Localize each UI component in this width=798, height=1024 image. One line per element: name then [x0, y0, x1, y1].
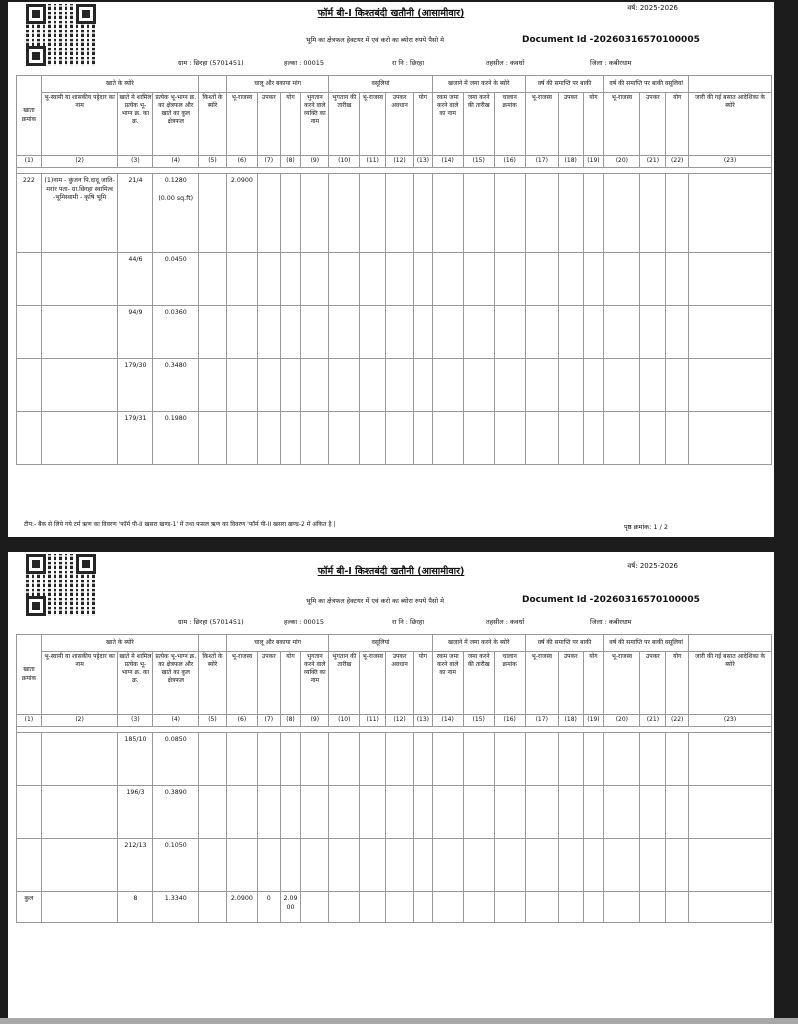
- col-number: (11): [360, 156, 386, 168]
- col-header: योग: [414, 652, 433, 715]
- khasra-cell: 196/3: [118, 786, 153, 839]
- tehsil-label: तहसील : कवर्धा: [486, 618, 525, 626]
- col-number: (20): [604, 715, 640, 727]
- col-header: भुगतान करने वाले व्यक्ति का नाम: [301, 652, 329, 715]
- table-row: [17, 786, 772, 839]
- col-number: (18): [558, 156, 583, 168]
- col-header: जमा करने की तारीख: [463, 93, 494, 156]
- col-header: योग: [280, 93, 301, 156]
- col-header: भू-राजस्व: [360, 93, 386, 156]
- col-header: भुगतान की तारीख: [329, 652, 360, 715]
- col-number: (4): [153, 715, 199, 727]
- col-header: भू-राजस्व: [525, 652, 558, 715]
- col-number: (19): [583, 156, 604, 168]
- khata-no-header: खाता क्रमांक: [17, 76, 42, 156]
- table-row: [17, 733, 772, 786]
- area-cell: 0.0450: [153, 253, 199, 306]
- khajane-header: खजाने में जमा करने के ब्योरे: [432, 76, 525, 93]
- col-header: किश्तों के ब्योरे: [199, 652, 227, 715]
- khasra-cell: 21/4: [118, 174, 153, 253]
- col-header: योग: [414, 93, 433, 156]
- khasra-cell: 185/10: [118, 733, 153, 786]
- area-note: भूमि का क्षेत्रफल हेक्टयर में एवं करो का ब्योरा रुपये पैसो मे: [306, 36, 444, 44]
- khasra-cell: 179/30: [118, 359, 153, 412]
- col-number: (13): [414, 156, 433, 168]
- khatauni-table: [16, 634, 772, 923]
- col-number: (15): [463, 715, 494, 727]
- col-header: उपकर: [558, 652, 583, 715]
- total-row: [17, 892, 772, 923]
- col-number: (3): [118, 715, 153, 727]
- tehsil-label: तहसील : कवर्धा: [486, 59, 525, 67]
- col-number: (1): [17, 156, 42, 168]
- col-header: योग: [666, 93, 689, 156]
- total-count: 8: [118, 892, 153, 923]
- footer-note: टीप:- बैंक से लिये गये टर्म ऋण का विवरण 'फॉर्म पी-II खसरा खण्ड-1' में तथा फसल ऋण का विवरण 'फॉर्म पी-II खसरा खण्ड-2 में अंकित है |: [24, 521, 336, 528]
- col-header: योग: [280, 652, 301, 715]
- khasra-cell: 212/13: [118, 839, 153, 892]
- chalu-bakaya-header: चालू और बकाया मांग: [226, 635, 328, 652]
- col-header: भू-राजस्व: [604, 93, 640, 156]
- col-header: भू-स्वामी या शासकीय पट्टेदार का नाम: [41, 93, 118, 156]
- col-number: (2): [41, 715, 118, 727]
- total-area: 1.3340: [153, 892, 199, 923]
- col-header: भू-राजस्व: [226, 93, 257, 156]
- total-sum: 2.09 00: [280, 892, 301, 923]
- document-page-1: [8, 2, 774, 537]
- total-land-revenue: 2.0900: [226, 892, 257, 923]
- halka-label: हल्का : 00015: [284, 618, 325, 626]
- table-row: [17, 253, 772, 306]
- col-number: (12): [386, 715, 414, 727]
- varsh-samapti-vasuliyan-header: वर्ष की समाप्ति पर बाकी वसूलियां: [604, 76, 689, 93]
- col-number: (21): [640, 156, 666, 168]
- col-header: रकम जमा करने वाले का नाम: [432, 652, 463, 715]
- col-number: (5): [199, 715, 227, 727]
- col-header: चालान क्रमांक: [494, 93, 525, 156]
- form-title: फॉर्म बी-I किश्तबंदी खतौनी (आसामीवार): [317, 8, 465, 19]
- col-number: (14): [432, 715, 463, 727]
- col-number: (7): [257, 715, 280, 727]
- col-number: (15): [463, 156, 494, 168]
- col-number: (7): [257, 156, 280, 168]
- col-number: (5): [199, 156, 227, 168]
- year-label: वर्ष: 2025-2026: [627, 562, 678, 570]
- col-header: चालान क्रमांक: [494, 652, 525, 715]
- area-sqft: (0.00 sq.ft): [158, 194, 194, 202]
- col-header: भू-राजस्व: [525, 93, 558, 156]
- area-cell: 0.0360: [153, 306, 199, 359]
- area-note: भूमि का क्षेत्रफल हेक्टयर में एवं करो का ब्योरा रुपये पैसो मे: [306, 597, 444, 605]
- table-row: [17, 412, 772, 465]
- vasuliyan-header: वसूलियां: [329, 76, 432, 93]
- village-label: ग्राम : छिरहा (5701451): [178, 59, 244, 67]
- khate-vivran-header: खाते के ब्योरे: [41, 76, 198, 93]
- khatauni-table: [16, 75, 772, 465]
- khata-no-header: खाता क्रमांक: [17, 635, 42, 715]
- col-header: योग: [666, 652, 689, 715]
- table-row: [17, 839, 772, 892]
- col-number: (22): [666, 156, 689, 168]
- year-label: वर्ष: 2025-2026: [627, 4, 678, 12]
- col-header: योग: [583, 652, 604, 715]
- district-label: जिला : कबीरधाम: [590, 618, 632, 626]
- khasra-cell: 44/6: [118, 253, 153, 306]
- col-header: जारी की गई बसात आदेशिका के ब्योरे: [689, 652, 772, 715]
- col-number: (22): [666, 715, 689, 727]
- col-number: (8): [280, 715, 301, 727]
- col-number: (3): [118, 156, 153, 168]
- col-number: (17): [525, 715, 558, 727]
- col-header: भू-राजस्व: [360, 652, 386, 715]
- khate-vivran-header: खाते के ब्योरे: [41, 635, 198, 652]
- col-header: उपकर: [558, 93, 583, 156]
- district-label: जिला : कबीरधाम: [590, 59, 632, 67]
- col-header: उपकर अवधान: [386, 93, 414, 156]
- col-header: प्रत्येक भू-भाग्न क्र. का क्षेत्रफल और खाते का कुल क्षेत्रफल: [153, 652, 199, 715]
- area-value: 0.1280: [164, 177, 187, 184]
- col-number: (23): [689, 715, 772, 727]
- col-header: प्रत्येक भू-भाग्न क्र. का क्षेत्रफल और खाते का कुल क्षेत्रफल: [153, 93, 199, 156]
- col-header: भू-राजस्व: [604, 652, 640, 715]
- total-label: कुल: [17, 892, 42, 923]
- owner-cell: (1)नाम - कुंजन पि.दादू जाति- मरार पता- ग्रा.छिरहा स्वामित्व -भूमिस्वामी - कृषि भूमि: [41, 174, 118, 253]
- area-cell: 0.3890: [153, 786, 199, 839]
- document-page-2: [8, 552, 774, 1020]
- area-cell: 0.1050: [153, 839, 199, 892]
- ri-label: रा नि : छिरहा: [392, 618, 425, 626]
- table-row: [17, 174, 772, 253]
- chalu-bakaya-header: चालू और बकाया मांग: [226, 76, 328, 93]
- khata-no-cell: 222: [17, 174, 42, 253]
- col-number: (17): [525, 156, 558, 168]
- area-cell: 0.3480: [153, 359, 199, 412]
- table-row: [17, 359, 772, 412]
- document-id: Document Id -20260316570100005: [522, 595, 700, 605]
- vasuliyan-header: वसूलियां: [329, 635, 432, 652]
- col-number: (9): [301, 156, 329, 168]
- col-number: (9): [301, 715, 329, 727]
- col-header: उपकर: [257, 652, 280, 715]
- varsh-samapti-header: वर्ष की समाप्ति पर बाकी: [525, 76, 604, 93]
- col-number: (23): [689, 156, 772, 168]
- area-cell: 0.0850: [153, 733, 199, 786]
- col-header: खाते मे शामिल प्रत्येक भू-भाग्न क्र. का क्र.: [118, 652, 153, 715]
- document-id: Document Id -20260316570100005: [522, 35, 700, 45]
- area-cell: [153, 174, 199, 253]
- col-number: (16): [494, 715, 525, 727]
- col-number: (2): [41, 156, 118, 168]
- col-number: (12): [386, 156, 414, 168]
- total-cess: 0: [257, 892, 280, 923]
- col-header: उपकर: [257, 93, 280, 156]
- col-number: (20): [604, 156, 640, 168]
- ri-label: रा नि : छिरहा: [392, 59, 425, 67]
- form-title: फॉर्म बी-I किश्तबंदी खतौनी (आसामीवार): [317, 566, 465, 577]
- col-number: (21): [640, 715, 666, 727]
- col-number: (16): [494, 156, 525, 168]
- col-number: (13): [414, 715, 433, 727]
- col-header: जारी की गई बसात आदेशिका के ब्योरे: [689, 93, 772, 156]
- area-cell: 0.1980: [153, 412, 199, 465]
- table-row: [17, 306, 772, 359]
- col-number: (8): [280, 156, 301, 168]
- col-header: उपकर अवधान: [386, 652, 414, 715]
- col-header: रकम जमा करने वाले का नाम: [432, 93, 463, 156]
- col-header: भू-स्वामी या शासकीय पट्टेदार का नाम: [41, 652, 118, 715]
- col-header: किश्तों के ब्योरे: [199, 93, 227, 156]
- col-header: जमा करने की तारीख: [463, 652, 494, 715]
- col-number: (11): [360, 715, 386, 727]
- col-header: योग: [583, 93, 604, 156]
- khajane-header: खजाने में जमा करने के ब्योरे: [432, 635, 525, 652]
- col-number: (1): [17, 715, 42, 727]
- halka-label: हल्का : 00015: [284, 59, 325, 67]
- col-number: (14): [432, 156, 463, 168]
- village-label: ग्राम : छिरहा (5701451): [178, 618, 244, 626]
- col-header: भू-राजस्व: [226, 652, 257, 715]
- col-number: (10): [329, 715, 360, 727]
- col-header: खाते मे शामिल प्रत्येक भू-भाग्न क्र. का क्र.: [118, 93, 153, 156]
- col-number: (6): [226, 156, 257, 168]
- col-header: भुगतान करने वाले व्यक्ति का नाम: [301, 93, 329, 156]
- col-number: (19): [583, 715, 604, 727]
- col-header: उपकर: [640, 93, 666, 156]
- khasra-cell: 94/9: [118, 306, 153, 359]
- col-header: उपकर: [640, 652, 666, 715]
- varsh-samapti-header: वर्ष की समाप्ति पर बाकी: [525, 635, 604, 652]
- col-header: भुगतान की तारीख: [329, 93, 360, 156]
- col-number: (18): [558, 715, 583, 727]
- bottom-strip: [0, 1018, 798, 1024]
- page-number: पृष्ठ क्रमांक: 1 / 2: [624, 523, 668, 531]
- col-number: (4): [153, 156, 199, 168]
- varsh-samapti-vasuliyan-header: वर्ष की समाप्ति पर बाकी वसूलियां: [604, 635, 689, 652]
- col-number: (10): [329, 156, 360, 168]
- khasra-cell: 179/31: [118, 412, 153, 465]
- land-revenue-cell: 2.0900: [226, 174, 257, 253]
- col-number: (6): [226, 715, 257, 727]
